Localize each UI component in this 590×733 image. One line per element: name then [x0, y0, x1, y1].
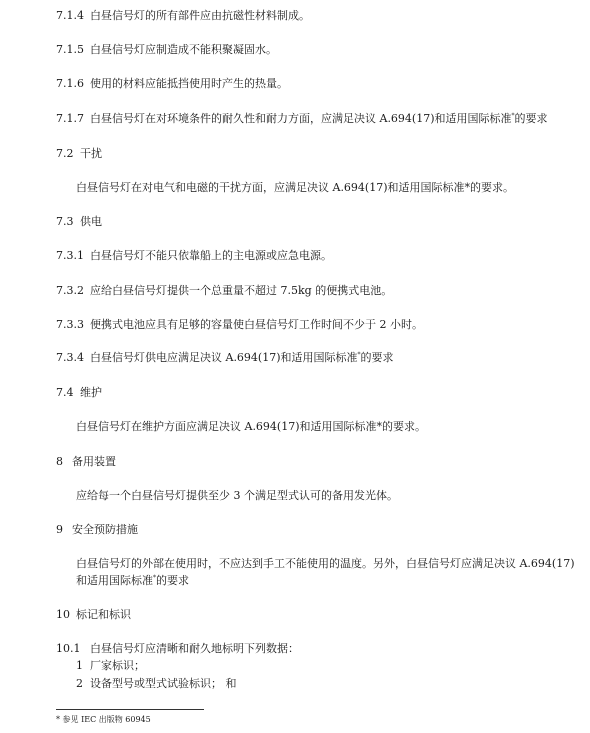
clause-number: 7.1.6	[56, 77, 84, 90]
clause-text: 白昼信号灯不能只依靠船上的主电源或应急电源。	[90, 249, 332, 262]
paragraph-8	[76, 490, 398, 501]
heading-text: 维护	[80, 386, 102, 399]
clause-text: 白昼信号灯应清晰和耐久地标明下列数据：	[90, 642, 299, 655]
list-item-1	[76, 660, 145, 671]
heading-text: 备用装置	[72, 455, 116, 468]
clause-text-end: 的要求	[514, 112, 548, 125]
footnote-marker: *	[511, 112, 515, 120]
clause-text: 白昼信号灯的所有部件应由抗磁性材料制成。	[90, 9, 310, 22]
clause-number: 8	[56, 455, 63, 468]
footnote: * 参见 IEC 出版物 60945	[56, 715, 151, 724]
paragraph-text: 应给每一个白昼信号灯提供至少 3 个满足型式认可的备用发光体。	[76, 489, 398, 502]
paragraph-9-line-1	[76, 558, 575, 569]
clause-number: 7.3.4	[56, 351, 84, 364]
paragraph-text: 白昼信号灯在对电气和电磁的干扰方面，应满足决议 A.694(17)和适用国际标准*的要求。	[76, 181, 515, 194]
heading-text: 干扰	[80, 147, 102, 160]
clause-number: 7.1.4	[56, 9, 84, 22]
heading-text: 供电	[80, 215, 102, 228]
clause-number: 7.3	[56, 215, 74, 228]
clause-number: 10	[56, 608, 70, 621]
paragraph-7-2	[76, 182, 514, 193]
heading-text: 安全预防措施	[72, 523, 138, 536]
clause-7-3-2	[56, 285, 392, 296]
clause-text: 白昼信号灯在对环境条件的耐久性和耐力方面，应满足决议 A.694(17)和适用国际标准	[90, 112, 512, 125]
footnote-marker: *	[153, 574, 156, 582]
paragraph-9-line-2	[76, 575, 189, 586]
clause-number: 7.3.3	[56, 318, 84, 331]
heading-8	[56, 456, 116, 467]
clause-number: 7.1.5	[56, 43, 84, 56]
footnote-marker: *	[357, 351, 361, 359]
clause-number: 7.4	[56, 386, 74, 399]
list-item-2	[76, 678, 237, 689]
clause-number: 7.2	[56, 147, 74, 160]
clause-text: 便携式电池应具有足够的容量使白昼信号灯工作时间不少于 2 小时。	[90, 318, 423, 331]
clause-7-3-3	[56, 319, 423, 330]
clause-text: 应给白昼信号灯提供一个总重量不超过 7.5kg 的便携式电池。	[90, 284, 393, 297]
clause-7-1-5	[56, 44, 277, 55]
heading-7-4	[56, 387, 102, 398]
clause-text: 使用的材料应能抵挡使用时产生的热量。	[90, 77, 288, 90]
clause-number: 7.3.2	[56, 284, 84, 297]
heading-9	[56, 524, 138, 535]
clause-number: 10.1	[56, 642, 81, 655]
clause-7-3-4	[56, 352, 394, 363]
heading-text: 标记和标识	[76, 608, 131, 621]
list-number: 2	[76, 677, 83, 690]
paragraph-text: 白昼信号灯的外部在使用时，不应达到手工不能使用的温度。另外，白昼信号灯应满足决议 A.694(17)	[76, 557, 575, 570]
heading-7-3	[56, 216, 102, 227]
paragraph-7-4	[76, 421, 426, 432]
list-item-text: 厂家标识；	[90, 659, 145, 672]
clause-number: 7.1.7	[56, 112, 84, 125]
clause-7-1-6	[56, 78, 288, 89]
paragraph-text-end: 的要求	[156, 574, 189, 587]
heading-10	[56, 609, 131, 620]
clause-text-end: 的要求	[360, 351, 394, 364]
clause-text: 白昼信号灯供电应满足决议 A.694(17)和适用国际标准	[90, 351, 358, 364]
footnote-divider	[56, 709, 204, 710]
clause-7-1-4	[56, 10, 310, 21]
heading-7-2	[56, 148, 102, 159]
clause-7-3-1	[56, 250, 332, 261]
clause-number: 9	[56, 523, 63, 536]
list-item-text: 设备型号或型式试验标识； 和	[90, 677, 237, 690]
paragraph-text: 和适用国际标准	[76, 574, 153, 587]
clause-7-1-7	[56, 113, 548, 124]
clause-10-1	[56, 643, 299, 654]
clause-text: 白昼信号灯应制造成不能积聚凝固水。	[90, 43, 277, 56]
paragraph-text: 白昼信号灯在维护方面应满足决议 A.694(17)和适用国际标准*的要求。	[76, 420, 427, 433]
clause-number: 7.3.1	[56, 249, 84, 262]
list-number: 1	[76, 659, 83, 672]
